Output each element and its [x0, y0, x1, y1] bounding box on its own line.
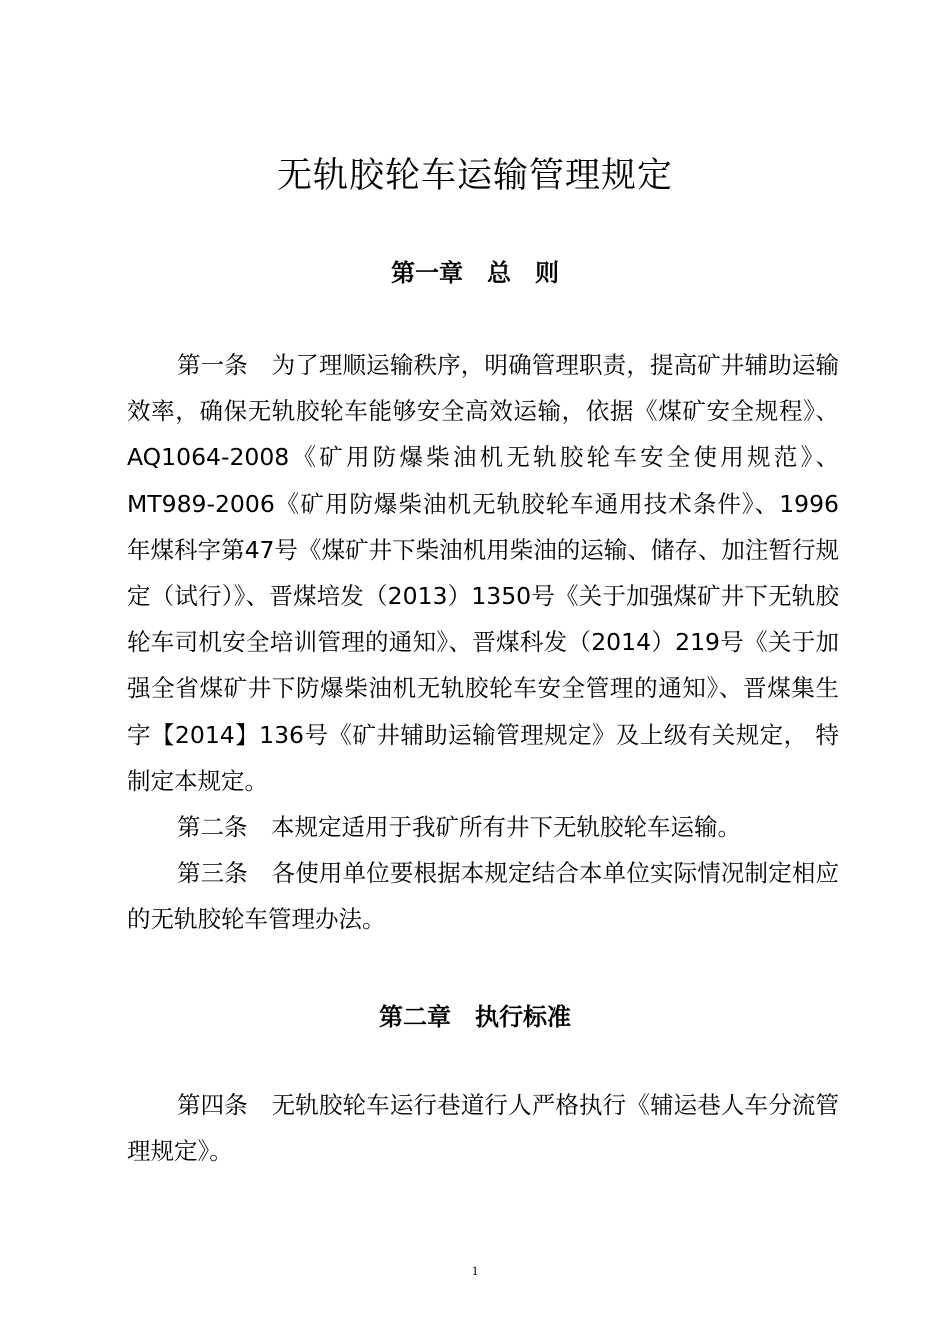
- article-2: 第二条 本规定适用于我矿所有井下无轨胶轮车运输。: [177, 813, 741, 842]
- article-3: 第三条 各使用单位要根据本规定结合本单位实际情况制定相应的无轨胶轮车管理办法。: [127, 859, 839, 934]
- article-1: 第一条 为了理顺运输秩序，明确管理职责，提高矿井辅助运输效率，确保无轨胶轮车能够安全高效运输，依据《煤矿安全规程》、AQ1064-2008《矿用防爆柴油机无轨胶轮车安全使用规范》、MT989-2006《矿用防爆柴油机无轨胶轮车通用技术条件》、1996年煤科字第47号《煤矿井下柴油机用柴油的运输、储存、加注暂行规定（试行）》、晋煤培发（2013）1350号《关于加强煤矿井下无轨胶轮车司机安全培训管理的通知》、晋煤科发（2014）219号《关于加强全省煤矿井下防爆柴油机无轨胶轮车安全管理的通知》、晋煤集生字【2014】136号《矿井辅助运输管理规定》及上级有关规定， 特制定本规定。: [127, 351, 839, 795]
- article-4: 第四条 无轨胶轮车运行巷道行人严格执行《辅运巷人车分流管理规定》。: [127, 1091, 839, 1166]
- chapter-2-body: [127, 1082, 839, 1174]
- document-title: 无轨胶轮车运输管理规定: [276, 156, 673, 196]
- chapter-2-heading: 第二章 执行标准: [379, 1003, 571, 1031]
- chapter-1-heading: 第一章 总 则: [391, 259, 559, 287]
- page-number: 1: [471, 1263, 479, 1278]
- chapter-1-body: [127, 342, 839, 943]
